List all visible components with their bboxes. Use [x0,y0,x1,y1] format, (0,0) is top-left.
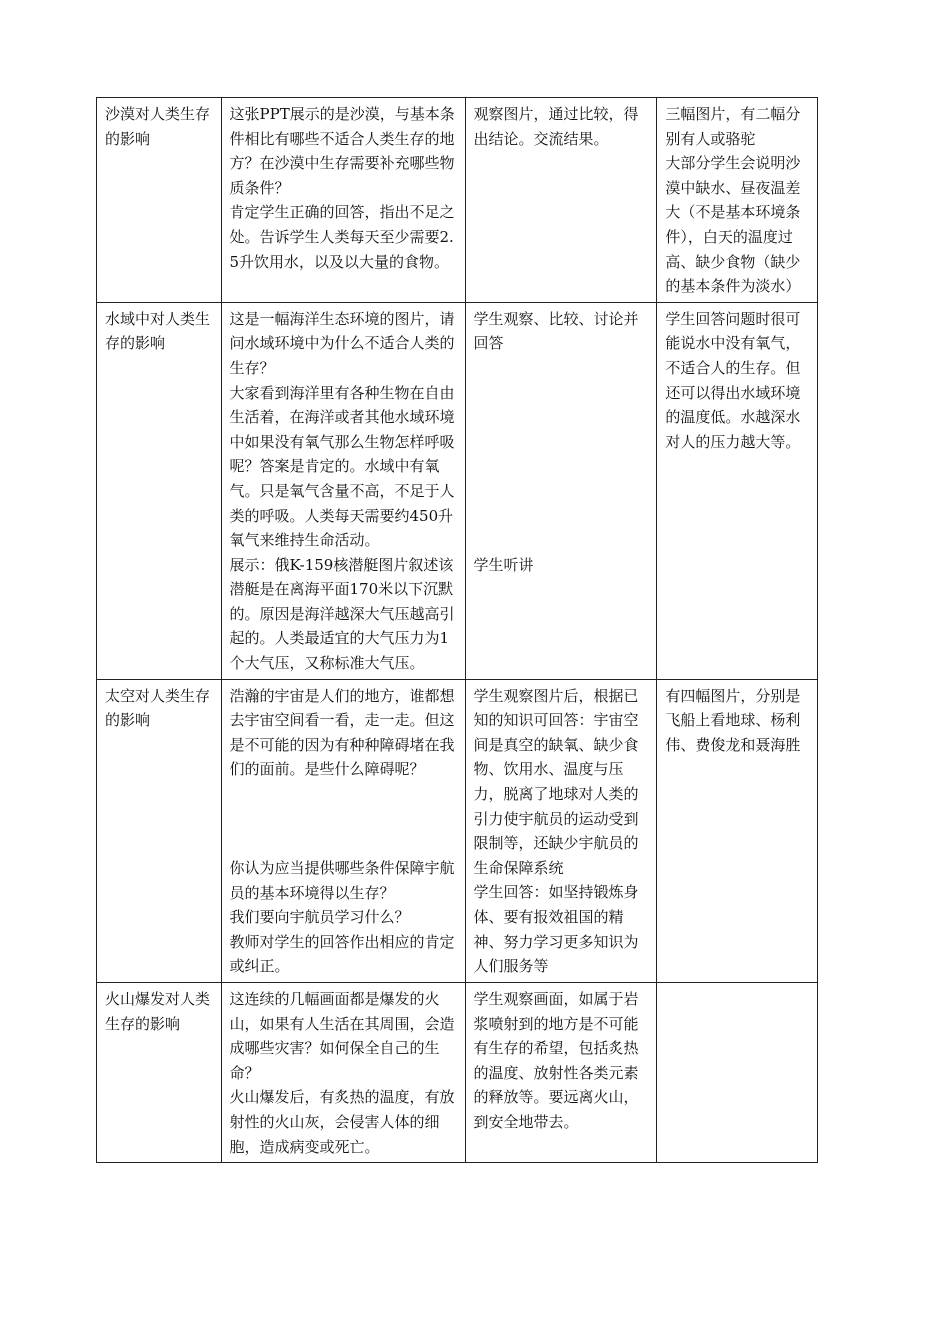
table-row-volcano [97,983,818,1163]
teacher-paragraph: 火山爆发后，有炙热的温度，有放射性的火山灰，会侵害人体的细胞，造成病变或死亡。 [229,1088,455,1156]
note-paragraph: 有四幅图片，分别是飞船上看地球、杨利伟、费俊龙和聂海胜 [665,686,801,754]
teacher-paragraph: 你认为应当提供哪些条件保障宇航员的基本环境得以生存？ [229,859,455,902]
topic-cell [97,302,222,679]
teacher-paragraph: 这是一幅海洋生态环境的图片，请问水域环境中为什么不适合人类的生存？ [229,309,455,377]
teacher-activity-cell [221,983,465,1163]
student-activity-cell [465,983,657,1163]
topic-text: 沙漠对人类生存的影响 [105,105,211,148]
topic-text: 水域中对人类生存的影响 [105,309,211,353]
topic-cell [97,679,222,982]
teacher-activity-cell [221,98,465,303]
teacher-paragraph: 教师对学生的回答作出相应的肯定或纠正。 [229,932,455,976]
teacher-paragraph: 展示：俄K-159核潜艇图片叙述该潜艇是在离海平面170米以下沉默的。原因是海洋越深大气压越高引起的。人类最适宜的大气压力为1个大气压，又称标准大气压。 [229,555,455,673]
student-activity-cell [465,302,657,679]
student-paragraph: 学生听讲 [473,555,534,574]
student-paragraph: 学生回答：如坚持锻炼身体、要有报效祖国的精神、努力学习更多知识为人们服务等 [473,883,639,976]
student-activity-cell [465,679,657,982]
teacher-activity-cell [221,679,465,982]
student-paragraph: 学生观察图片后，根据已知的知识可回答：宇宙空间是真空的缺氧、缺少食物、饮用水、温度与压力，脱离了地球对人类的引力使宇航员的运动受到限制等，还缺少宇航员的生命保障系统 [473,686,639,877]
topic-cell [97,983,222,1163]
spacer [474,356,651,553]
table-row-water [97,302,818,679]
teacher-paragraph: 肯定学生正确的回答，指出不足之处。告诉学生人类每天至少需要2.5升饮用水，以及以大量的食物。 [229,203,455,271]
topic-cell [97,98,222,303]
note-cell [657,98,818,303]
student-activity-cell [465,98,657,303]
student-paragraph: 观察图片，通过比较，得出结论。交流结果。 [473,105,639,148]
note-cell [657,983,818,1163]
topic-text: 太空对人类生存的影响 [105,686,211,730]
table-row-space [97,679,818,982]
note-paragraph: 三幅图片，有二幅分别有人或骆驼 [665,105,801,148]
note-paragraph: 大部分学生会说明沙漠中缺水、昼夜温差大（不是基本环境条件），白天的温度过高、缺少食物（缺少的基本条件为淡水） [665,154,801,296]
topic-text: 火山爆发对人类生存的影响 [105,990,211,1033]
teacher-paragraph: 大家看到海洋里有各种生物在自由生活着，在海洋或者其他水域环境中如果没有氧气那么生物怎样呼吸呢？答案是肯定的。水域中有氧气。只是氧气含量不高，不足于人类的呼吸。人类每天需要约450升氧气来维持生命活动。 [229,383,455,550]
table-row-desert [97,98,818,303]
spacer [230,782,459,856]
teacher-paragraph: 浩瀚的宇宙是人们的地方，谁都想去宇宙空间看一看，走一走。但这是不可能的因为有种种障碍堵在我们的面前。是些什么障碍呢？ [229,686,455,779]
teacher-paragraph: 这连续的几幅画面都是爆发的火山，如果有人生活在其周围，会造成哪些灾害？如何保全自己的生命？ [229,990,455,1082]
student-paragraph: 学生观察、比较、讨论并回答 [473,309,639,353]
note-paragraph: 学生回答问题时很可能说水中没有氧气，不适合人的生存。但还可以得出水域环境的温度低。水越深水对人的压力越大等。 [665,309,801,451]
teacher-activity-cell [221,302,465,679]
student-paragraph: 学生观察画面，如属于岩浆喷射到的地方是不可能有生存的希望，包括炙热的温度、放射性各类元素的释放等。要远离火山，到安全地带去。 [473,990,639,1131]
note-cell [657,679,818,982]
teacher-paragraph: 这张PPT展示的是沙漠，与基本条件相比有哪些不适合人类生存的地方？在沙漠中生存需要补充哪些物质条件？ [229,105,455,197]
lesson-plan-table [96,97,818,1163]
teacher-paragraph: 我们要向宇航员学习什么？ [229,908,410,927]
note-cell [657,302,818,679]
